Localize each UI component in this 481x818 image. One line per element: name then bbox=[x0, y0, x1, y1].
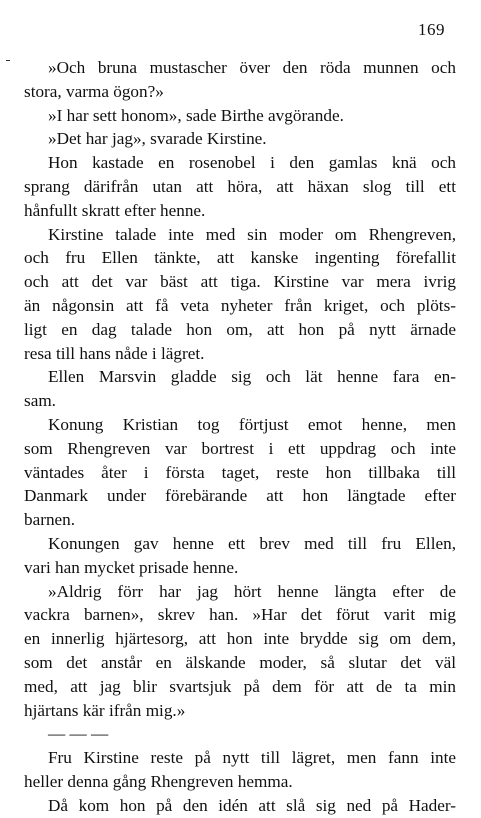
body-text bbox=[24, 56, 456, 818]
text-line: sam. bbox=[24, 391, 56, 411]
text-line: vari han mycket prisade henne. bbox=[24, 557, 239, 577]
text-line: med, att jag blir svartsjuk på dem för att de ta min bbox=[24, 676, 456, 696]
text-line: hånfullt skratt efter henne. bbox=[24, 200, 206, 220]
text-line: »Och bruna mustascher över den röda munnen och bbox=[48, 58, 456, 77]
text-line: Konung Kristian tog förtjust emot henne, men bbox=[48, 414, 456, 434]
text-line: Kirstine talade inte med sin moder om Rhengreven, bbox=[48, 224, 456, 244]
text-line: barnen. bbox=[24, 510, 76, 530]
text-line: Hon kastade en rosenobel i den gamlas knä och bbox=[48, 153, 456, 173]
text-line: Danmark under förebärande att hon längtade efter bbox=[24, 486, 456, 506]
text-line: »Det har jag», svarade Kirstine. bbox=[48, 129, 267, 149]
text-line: »Aldrig förr har jag hört henne längta efter de bbox=[48, 581, 456, 601]
page-number: 169 bbox=[418, 20, 445, 39]
text-line: sprang därifrån utan att höra, att häxan slog till ett bbox=[24, 176, 456, 196]
text-line: — — — bbox=[48, 724, 109, 744]
text-line: resa till hans nåde i lägret. bbox=[24, 343, 205, 363]
text-line: och att det var bäst att tiga. Kirstine var mera ivrig bbox=[24, 272, 456, 292]
text-line: vackra barnen», skrev han. »Har det förut varit mig bbox=[24, 605, 456, 625]
text-line: som Rhengreven var bortrest i ett uppdrag och inte bbox=[24, 438, 456, 458]
margin-mark bbox=[6, 60, 10, 61]
text-line: Ellen Marsvin gladde sig och lät henne fara en- bbox=[48, 367, 456, 387]
text-line: heller denna gång Rhengreven hemma. bbox=[24, 771, 293, 791]
text-line: än någonsin att få veta nyheter från kriget, och plöts- bbox=[24, 295, 456, 315]
text-line: stora, varma ögon?» bbox=[24, 81, 164, 101]
text-line: »I har sett honom», sade Birthe avgörande. bbox=[48, 105, 344, 125]
text-line: hjärtans kär ifrån mig.» bbox=[24, 700, 186, 720]
text-line: ligt en dag talade hon om, att hon på nytt ärnade bbox=[24, 319, 456, 339]
text-line: en innerlig hjärtesorg, att hon inte brydde sig om dem, bbox=[24, 629, 456, 649]
text-line: och fru Ellen tänkte, att kanske ingenting förefallit bbox=[24, 248, 456, 268]
text-line: väntades åter i första taget, reste hon tillbaka till bbox=[24, 462, 456, 482]
text-line: Konungen gav henne ett brev med till fru Ellen, bbox=[48, 533, 456, 553]
text-line: Då kom hon på den idén att slå sig ned på Hader- bbox=[48, 795, 456, 815]
text-line: som det anstår en älskande moder, så slutar det väl bbox=[24, 652, 456, 672]
text-line: Fru Kirstine reste på nytt till lägret, men fann inte bbox=[48, 748, 456, 768]
